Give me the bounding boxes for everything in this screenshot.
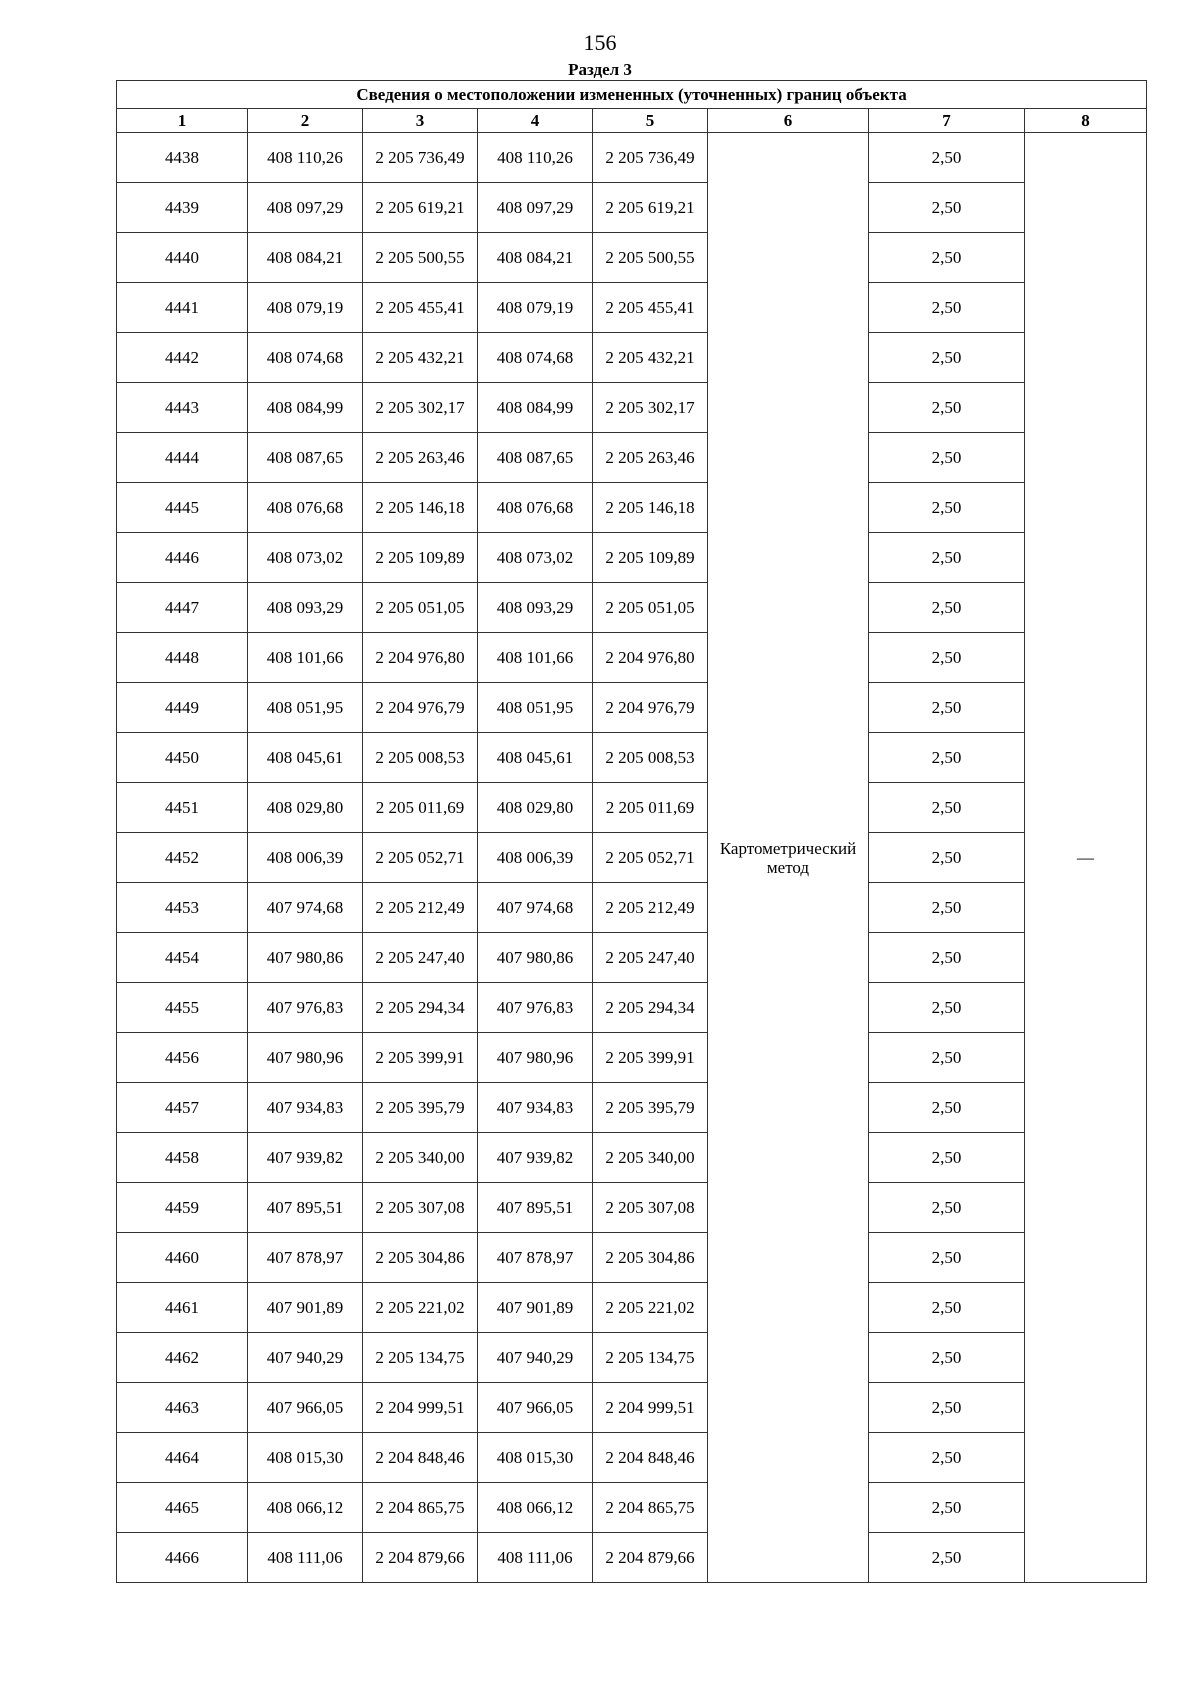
table-row bbox=[117, 1083, 1147, 1133]
point-number-cell: 4447 bbox=[117, 583, 248, 633]
accuracy-cell: 2,50 bbox=[869, 1333, 1025, 1383]
column-header: 6 bbox=[708, 109, 869, 133]
existing-x-cell: 408 079,19 bbox=[248, 283, 363, 333]
table-row bbox=[117, 933, 1147, 983]
table-row bbox=[117, 1183, 1147, 1233]
existing-y-cell: 2 205 395,79 bbox=[363, 1083, 478, 1133]
table-row bbox=[117, 983, 1147, 1033]
existing-y-cell: 2 204 848,46 bbox=[363, 1433, 478, 1483]
refined-y-cell: 2 205 340,00 bbox=[593, 1133, 708, 1183]
point-number-cell: 4452 bbox=[117, 833, 248, 883]
existing-x-cell: 407 878,97 bbox=[248, 1233, 363, 1283]
existing-x-cell: 407 895,51 bbox=[248, 1183, 363, 1233]
refined-y-cell: 2 205 302,17 bbox=[593, 383, 708, 433]
existing-x-cell: 408 015,30 bbox=[248, 1433, 363, 1483]
existing-y-cell: 2 205 051,05 bbox=[363, 583, 478, 633]
existing-y-cell: 2 205 399,91 bbox=[363, 1033, 478, 1083]
existing-y-cell: 2 205 263,46 bbox=[363, 433, 478, 483]
refined-x-cell: 408 076,68 bbox=[478, 483, 593, 533]
refined-y-cell: 2 205 146,18 bbox=[593, 483, 708, 533]
refined-x-cell: 407 940,29 bbox=[478, 1333, 593, 1383]
table-row bbox=[117, 683, 1147, 733]
point-number-cell: 4440 bbox=[117, 233, 248, 283]
refined-x-cell: 408 111,06 bbox=[478, 1533, 593, 1583]
point-number-cell: 4439 bbox=[117, 183, 248, 233]
column-header: 1 bbox=[117, 109, 248, 133]
refined-y-cell: 2 205 500,55 bbox=[593, 233, 708, 283]
existing-y-cell: 2 204 976,79 bbox=[363, 683, 478, 733]
refined-x-cell: 407 980,86 bbox=[478, 933, 593, 983]
refined-x-cell: 408 097,29 bbox=[478, 183, 593, 233]
accuracy-cell: 2,50 bbox=[869, 1133, 1025, 1183]
accuracy-cell: 2,50 bbox=[869, 183, 1025, 233]
refined-y-cell: 2 205 307,08 bbox=[593, 1183, 708, 1233]
point-number-cell: 4443 bbox=[117, 383, 248, 433]
point-number-cell: 4445 bbox=[117, 483, 248, 533]
accuracy-cell: 2,50 bbox=[869, 883, 1025, 933]
refined-x-cell: 408 045,61 bbox=[478, 733, 593, 783]
existing-y-cell: 2 205 011,69 bbox=[363, 783, 478, 833]
point-number-cell: 4444 bbox=[117, 433, 248, 483]
accuracy-cell: 2,50 bbox=[869, 433, 1025, 483]
existing-x-cell: 408 073,02 bbox=[248, 533, 363, 583]
column-header: 4 bbox=[478, 109, 593, 133]
refined-y-cell: 2 204 879,66 bbox=[593, 1533, 708, 1583]
existing-x-cell: 408 076,68 bbox=[248, 483, 363, 533]
refined-y-cell: 2 204 865,75 bbox=[593, 1483, 708, 1533]
accuracy-cell: 2,50 bbox=[869, 283, 1025, 333]
refined-x-cell: 408 015,30 bbox=[478, 1433, 593, 1483]
table-row bbox=[117, 483, 1147, 533]
existing-x-cell: 408 006,39 bbox=[248, 833, 363, 883]
accuracy-cell: 2,50 bbox=[869, 933, 1025, 983]
refined-y-cell: 2 205 304,86 bbox=[593, 1233, 708, 1283]
refined-x-cell: 407 939,82 bbox=[478, 1133, 593, 1183]
existing-x-cell: 408 029,80 bbox=[248, 783, 363, 833]
table-row bbox=[117, 133, 1147, 183]
accuracy-cell: 2,50 bbox=[869, 333, 1025, 383]
table-row bbox=[117, 433, 1147, 483]
refined-x-cell: 408 029,80 bbox=[478, 783, 593, 833]
refined-x-cell: 408 093,29 bbox=[478, 583, 593, 633]
table-row bbox=[117, 1033, 1147, 1083]
existing-y-cell: 2 205 304,86 bbox=[363, 1233, 478, 1283]
refined-y-cell: 2 205 395,79 bbox=[593, 1083, 708, 1133]
point-number-cell: 4442 bbox=[117, 333, 248, 383]
table-row bbox=[117, 1483, 1147, 1533]
refined-x-cell: 408 073,02 bbox=[478, 533, 593, 583]
existing-x-cell: 407 974,68 bbox=[248, 883, 363, 933]
refined-x-cell: 408 051,95 bbox=[478, 683, 593, 733]
accuracy-cell: 2,50 bbox=[869, 1433, 1025, 1483]
refined-y-cell: 2 205 051,05 bbox=[593, 583, 708, 633]
accuracy-cell: 2,50 bbox=[869, 533, 1025, 583]
existing-x-cell: 408 074,68 bbox=[248, 333, 363, 383]
refined-y-cell: 2 205 008,53 bbox=[593, 733, 708, 783]
refined-x-cell: 408 087,65 bbox=[478, 433, 593, 483]
refined-y-cell: 2 205 455,41 bbox=[593, 283, 708, 333]
section-title: Раздел 3 bbox=[568, 60, 632, 79]
existing-y-cell: 2 205 221,02 bbox=[363, 1283, 478, 1333]
refined-y-cell: 2 205 294,34 bbox=[593, 983, 708, 1033]
table-row bbox=[117, 1133, 1147, 1183]
accuracy-cell: 2,50 bbox=[869, 1483, 1025, 1533]
column-8-cell: — bbox=[1025, 133, 1147, 1583]
table-row bbox=[117, 883, 1147, 933]
existing-y-cell: 2 205 302,17 bbox=[363, 383, 478, 433]
page-number: 156 bbox=[583, 30, 617, 55]
existing-y-cell: 2 205 619,21 bbox=[363, 183, 478, 233]
table-row bbox=[117, 583, 1147, 633]
column-header: 3 bbox=[363, 109, 478, 133]
accuracy-cell: 2,50 bbox=[869, 483, 1025, 533]
accuracy-cell: 2,50 bbox=[869, 1283, 1025, 1333]
point-number-cell: 4454 bbox=[117, 933, 248, 983]
refined-y-cell: 2 205 011,69 bbox=[593, 783, 708, 833]
existing-y-cell: 2 205 134,75 bbox=[363, 1333, 478, 1383]
existing-x-cell: 407 901,89 bbox=[248, 1283, 363, 1333]
point-number-cell: 4441 bbox=[117, 283, 248, 333]
existing-x-cell: 408 110,26 bbox=[248, 133, 363, 183]
refined-y-cell: 2 205 619,21 bbox=[593, 183, 708, 233]
existing-x-cell: 408 084,21 bbox=[248, 233, 363, 283]
table-row bbox=[117, 283, 1147, 333]
table-body bbox=[117, 133, 1147, 1583]
accuracy-cell: 2,50 bbox=[869, 1083, 1025, 1133]
point-number-cell: 4450 bbox=[117, 733, 248, 783]
accuracy-cell: 2,50 bbox=[869, 833, 1025, 883]
point-number-cell: 4459 bbox=[117, 1183, 248, 1233]
table-row bbox=[117, 633, 1147, 683]
existing-x-cell: 407 966,05 bbox=[248, 1383, 363, 1433]
point-number-cell: 4460 bbox=[117, 1233, 248, 1283]
refined-y-cell: 2 205 052,71 bbox=[593, 833, 708, 883]
existing-y-cell: 2 205 008,53 bbox=[363, 733, 478, 783]
existing-x-cell: 408 084,99 bbox=[248, 383, 363, 433]
point-number-cell: 4463 bbox=[117, 1383, 248, 1433]
column-header: 8 bbox=[1025, 109, 1147, 133]
accuracy-cell: 2,50 bbox=[869, 233, 1025, 283]
refined-x-cell: 408 079,19 bbox=[478, 283, 593, 333]
refined-x-cell: 407 974,68 bbox=[478, 883, 593, 933]
column-header: 7 bbox=[869, 109, 1025, 133]
existing-x-cell: 407 940,29 bbox=[248, 1333, 363, 1383]
existing-y-cell: 2 205 247,40 bbox=[363, 933, 478, 983]
refined-x-cell: 408 084,99 bbox=[478, 383, 593, 433]
accuracy-cell: 2,50 bbox=[869, 583, 1025, 633]
point-number-cell: 4448 bbox=[117, 633, 248, 683]
table-row bbox=[117, 1233, 1147, 1283]
refined-y-cell: 2 205 399,91 bbox=[593, 1033, 708, 1083]
point-number-cell: 4453 bbox=[117, 883, 248, 933]
refined-y-cell: 2 204 848,46 bbox=[593, 1433, 708, 1483]
point-number-cell: 4449 bbox=[117, 683, 248, 733]
table-row bbox=[117, 333, 1147, 383]
point-number-cell: 4446 bbox=[117, 533, 248, 583]
existing-x-cell: 408 111,06 bbox=[248, 1533, 363, 1583]
existing-x-cell: 408 051,95 bbox=[248, 683, 363, 733]
refined-y-cell: 2 205 134,75 bbox=[593, 1333, 708, 1383]
existing-x-cell: 408 087,65 bbox=[248, 433, 363, 483]
point-number-cell: 4458 bbox=[117, 1133, 248, 1183]
accuracy-cell: 2,50 bbox=[869, 633, 1025, 683]
refined-x-cell: 407 878,97 bbox=[478, 1233, 593, 1283]
existing-x-cell: 408 101,66 bbox=[248, 633, 363, 683]
refined-y-cell: 2 205 263,46 bbox=[593, 433, 708, 483]
existing-y-cell: 2 205 052,71 bbox=[363, 833, 478, 883]
existing-y-cell: 2 205 294,34 bbox=[363, 983, 478, 1033]
refined-x-cell: 408 074,68 bbox=[478, 333, 593, 383]
existing-x-cell: 407 939,82 bbox=[248, 1133, 363, 1183]
existing-x-cell: 407 934,83 bbox=[248, 1083, 363, 1133]
refined-y-cell: 2 204 976,79 bbox=[593, 683, 708, 733]
column-header: 5 bbox=[593, 109, 708, 133]
refined-x-cell: 407 966,05 bbox=[478, 1383, 593, 1433]
point-number-cell: 4457 bbox=[117, 1083, 248, 1133]
refined-x-cell: 407 976,83 bbox=[478, 983, 593, 1033]
point-number-cell: 4465 bbox=[117, 1483, 248, 1533]
existing-x-cell: 407 980,96 bbox=[248, 1033, 363, 1083]
accuracy-cell: 2,50 bbox=[869, 1383, 1025, 1433]
point-number-cell: 4461 bbox=[117, 1283, 248, 1333]
existing-y-cell: 2 205 736,49 bbox=[363, 133, 478, 183]
refined-y-cell: 2 205 736,49 bbox=[593, 133, 708, 183]
accuracy-cell: 2,50 bbox=[869, 983, 1025, 1033]
table-row bbox=[117, 733, 1147, 783]
existing-y-cell: 2 205 340,00 bbox=[363, 1133, 478, 1183]
existing-x-cell: 408 066,12 bbox=[248, 1483, 363, 1533]
table-title: Сведения о местоположении измененных (уточненных) границ объекта bbox=[117, 81, 1147, 109]
existing-y-cell: 2 204 999,51 bbox=[363, 1383, 478, 1433]
point-number-cell: 4451 bbox=[117, 783, 248, 833]
existing-x-cell: 407 976,83 bbox=[248, 983, 363, 1033]
point-number-cell: 4464 bbox=[117, 1433, 248, 1483]
table-row bbox=[117, 383, 1147, 433]
table-row bbox=[117, 1533, 1147, 1583]
refined-y-cell: 2 205 221,02 bbox=[593, 1283, 708, 1333]
accuracy-cell: 2,50 bbox=[869, 733, 1025, 783]
table-row bbox=[117, 533, 1147, 583]
refined-x-cell: 407 934,83 bbox=[478, 1083, 593, 1133]
table-row bbox=[117, 1433, 1147, 1483]
existing-x-cell: 408 045,61 bbox=[248, 733, 363, 783]
refined-x-cell: 407 901,89 bbox=[478, 1283, 593, 1333]
boundary-coordinates-table bbox=[116, 80, 1147, 1583]
column-header: 2 bbox=[248, 109, 363, 133]
refined-x-cell: 408 110,26 bbox=[478, 133, 593, 183]
existing-y-cell: 2 205 455,41 bbox=[363, 283, 478, 333]
table-row bbox=[117, 1383, 1147, 1433]
point-number-cell: 4466 bbox=[117, 1533, 248, 1583]
existing-y-cell: 2 204 976,80 bbox=[363, 633, 478, 683]
refined-y-cell: 2 204 999,51 bbox=[593, 1383, 708, 1433]
point-number-cell: 4455 bbox=[117, 983, 248, 1033]
refined-y-cell: 2 205 109,89 bbox=[593, 533, 708, 583]
existing-x-cell: 407 980,86 bbox=[248, 933, 363, 983]
point-number-cell: 4462 bbox=[117, 1333, 248, 1383]
existing-y-cell: 2 205 109,89 bbox=[363, 533, 478, 583]
existing-y-cell: 2 205 146,18 bbox=[363, 483, 478, 533]
point-number-cell: 4438 bbox=[117, 133, 248, 183]
refined-x-cell: 408 084,21 bbox=[478, 233, 593, 283]
existing-y-cell: 2 205 212,49 bbox=[363, 883, 478, 933]
refined-y-cell: 2 205 212,49 bbox=[593, 883, 708, 933]
existing-y-cell: 2 204 865,75 bbox=[363, 1483, 478, 1533]
existing-y-cell: 2 204 879,66 bbox=[363, 1533, 478, 1583]
existing-y-cell: 2 205 432,21 bbox=[363, 333, 478, 383]
refined-y-cell: 2 204 976,80 bbox=[593, 633, 708, 683]
existing-y-cell: 2 205 307,08 bbox=[363, 1183, 478, 1233]
existing-y-cell: 2 205 500,55 bbox=[363, 233, 478, 283]
column-number-row bbox=[117, 109, 1147, 133]
existing-x-cell: 408 097,29 bbox=[248, 183, 363, 233]
refined-x-cell: 407 980,96 bbox=[478, 1033, 593, 1083]
table-row bbox=[117, 1283, 1147, 1333]
refined-x-cell: 408 066,12 bbox=[478, 1483, 593, 1533]
refined-y-cell: 2 205 247,40 bbox=[593, 933, 708, 983]
table-row bbox=[117, 833, 1147, 883]
table-row bbox=[117, 783, 1147, 833]
accuracy-cell: 2,50 bbox=[869, 1033, 1025, 1083]
accuracy-cell: 2,50 bbox=[869, 1233, 1025, 1283]
refined-x-cell: 407 895,51 bbox=[478, 1183, 593, 1233]
refined-x-cell: 408 101,66 bbox=[478, 633, 593, 683]
accuracy-cell: 2,50 bbox=[869, 383, 1025, 433]
existing-x-cell: 408 093,29 bbox=[248, 583, 363, 633]
table-row bbox=[117, 183, 1147, 233]
point-number-cell: 4456 bbox=[117, 1033, 248, 1083]
accuracy-cell: 2,50 bbox=[869, 683, 1025, 733]
accuracy-cell: 2,50 bbox=[869, 1533, 1025, 1583]
table-row bbox=[117, 233, 1147, 283]
method-cell: Картометрический метод bbox=[708, 133, 869, 1583]
refined-y-cell: 2 205 432,21 bbox=[593, 333, 708, 383]
refined-x-cell: 408 006,39 bbox=[478, 833, 593, 883]
accuracy-cell: 2,50 bbox=[869, 783, 1025, 833]
accuracy-cell: 2,50 bbox=[869, 133, 1025, 183]
accuracy-cell: 2,50 bbox=[869, 1183, 1025, 1233]
table-row bbox=[117, 1333, 1147, 1383]
